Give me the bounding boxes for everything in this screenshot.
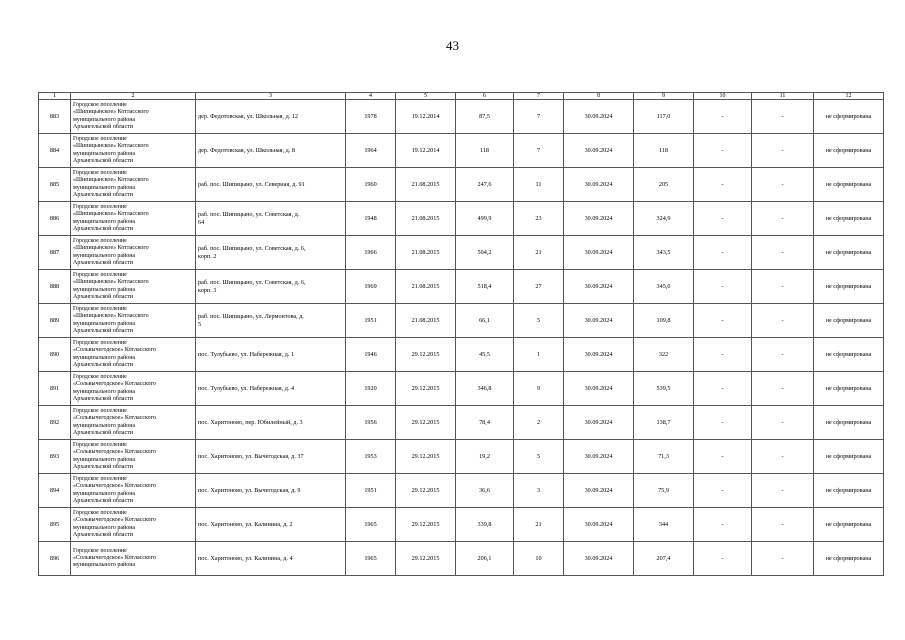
column-10-value-cell: - [694, 236, 752, 270]
settlement-name-line: Городское поселение [73, 306, 127, 313]
construction-year-cell: 1946 [346, 338, 396, 372]
settlement-name-line: Городское поселение [73, 238, 127, 245]
status-cell: не сформирована [814, 406, 884, 440]
settlement-name-line: муниципального района [73, 490, 136, 497]
column-header: 10 [694, 93, 752, 100]
status-cell: не сформирована [814, 100, 884, 134]
recognition-date-cell: 29.12.2015 [396, 338, 456, 372]
recognition-date-cell: 21.08.2015 [396, 270, 456, 304]
settlement-name-line: муниципального района [73, 388, 136, 395]
settlement-name-line: Городское поселение [73, 136, 127, 143]
settlement-name-cell [71, 202, 196, 236]
address-line: раб. пос. Шипицыно, ул. Советская, д. 6, [198, 245, 306, 253]
housing-registry-table [38, 92, 884, 576]
address-cell [196, 406, 346, 440]
column-11-value-cell: - [752, 202, 814, 236]
column-10-value-cell: - [694, 202, 752, 236]
table-row [39, 508, 884, 542]
column-11-value-cell: - [752, 440, 814, 474]
residents-count-cell: 5 [514, 440, 564, 474]
table-row [39, 542, 884, 576]
settlement-name-cell [71, 270, 196, 304]
column-11-value-cell: - [752, 304, 814, 338]
recognition-date-cell: 19.12.2014 [396, 134, 456, 168]
settlement-name-line: Городское поселение [73, 204, 127, 211]
relocation-deadline-cell: 30.09.2024 [564, 508, 634, 542]
row-number-cell: 894 [39, 474, 71, 508]
planned-area-cell: 345,0 [634, 270, 694, 304]
settlement-name-line: Городское поселение [73, 476, 127, 483]
settlement-name-line: муниципального района [73, 422, 136, 429]
construction-year-cell: 1951 [346, 474, 396, 508]
planned-area-cell: 117,0 [634, 100, 694, 134]
row-number-cell: 890 [39, 338, 71, 372]
settlement-name-line: Городское поселение [73, 272, 127, 279]
column-10-value-cell: - [694, 542, 752, 576]
column-10-value-cell: - [694, 372, 752, 406]
address-cell [196, 304, 346, 338]
column-11-value-cell: - [752, 338, 814, 372]
settlement-name-line: муниципального района [73, 524, 136, 531]
recognition-date-cell: 21.08.2015 [396, 304, 456, 338]
row-number-cell: 893 [39, 440, 71, 474]
residents-count-cell: 23 [514, 202, 564, 236]
settlement-name-line: муниципального района [73, 150, 136, 157]
settlement-name-line: Архангельской области [73, 225, 133, 232]
status-cell: не сформирована [814, 270, 884, 304]
recognition-date-cell: 29.12.2015 [396, 474, 456, 508]
column-10-value-cell: - [694, 338, 752, 372]
address-line: пос. Харитоново, ул. Калинина, д. 4 [198, 554, 293, 562]
settlement-name-line: муниципального района [73, 562, 136, 569]
residents-count-cell: 9 [514, 372, 564, 406]
address-cell [196, 202, 346, 236]
address-cell [196, 134, 346, 168]
recognition-date-cell: 29.12.2015 [396, 440, 456, 474]
status-cell: не сформирована [814, 168, 884, 202]
settlement-name-cell [71, 508, 196, 542]
settlement-name-line: муниципального района [73, 456, 136, 463]
settlement-name-cell [71, 100, 196, 134]
relocation-deadline-cell: 30.09.2024 [564, 440, 634, 474]
settlement-name-cell [71, 542, 196, 576]
settlement-name-line: Городское поселение [73, 442, 127, 449]
column-10-value-cell: - [694, 134, 752, 168]
column-header: 9 [634, 93, 694, 100]
status-cell: не сформирована [814, 236, 884, 270]
construction-year-cell: 1953 [346, 440, 396, 474]
residents-count-cell: 11 [514, 168, 564, 202]
status-cell: не сформирована [814, 304, 884, 338]
address-cell [196, 440, 346, 474]
column-11-value-cell: - [752, 406, 814, 440]
relocation-deadline-cell: 30.09.2024 [564, 168, 634, 202]
settlement-name-line: Архангельской области [73, 293, 133, 300]
row-number-cell: 886 [39, 202, 71, 236]
planned-area-cell: 109,8 [634, 304, 694, 338]
relocation-deadline-cell: 30.09.2024 [564, 270, 634, 304]
area-cell: 87,5 [456, 100, 514, 134]
table-row [39, 236, 884, 270]
column-10-value-cell: - [694, 474, 752, 508]
table-body [39, 93, 884, 576]
relocation-deadline-cell: 30.09.2024 [564, 406, 634, 440]
recognition-date-cell: 21.08.2015 [396, 168, 456, 202]
area-cell: 78,4 [456, 406, 514, 440]
address-line: корп. 3 [198, 286, 217, 294]
table-row [39, 100, 884, 134]
table-row [39, 372, 884, 406]
column-11-value-cell: - [752, 372, 814, 406]
settlement-name-line: муниципального района [73, 116, 136, 123]
relocation-deadline-cell: 30.09.2024 [564, 134, 634, 168]
construction-year-cell: 1969 [346, 270, 396, 304]
area-cell: 247,6 [456, 168, 514, 202]
construction-year-cell: 1966 [346, 236, 396, 270]
settlement-name-line: «Сольвычегодское» Котласского [73, 554, 156, 561]
address-line: дер. Федотовская, ул. Школьная, д. 12 [198, 112, 299, 120]
residents-count-cell: 5 [514, 304, 564, 338]
row-number-cell: 883 [39, 100, 71, 134]
planned-area-cell: 344 [634, 508, 694, 542]
table-row [39, 168, 884, 202]
residents-count-cell: 27 [514, 270, 564, 304]
row-number-cell: 888 [39, 270, 71, 304]
row-number-cell: 884 [39, 134, 71, 168]
planned-area-cell: 322 [634, 338, 694, 372]
column-10-value-cell: - [694, 508, 752, 542]
relocation-deadline-cell: 30.09.2024 [564, 100, 634, 134]
column-10-value-cell: - [694, 168, 752, 202]
area-cell: 518,4 [456, 270, 514, 304]
status-cell: не сформирована [814, 474, 884, 508]
planned-area-cell: 324,9 [634, 202, 694, 236]
area-cell: 499,9 [456, 202, 514, 236]
address-line: пос. Тулубьево, ул. Набережная, д. 4 [198, 384, 295, 392]
address-line: дер. Федотовская, ул. Школьная, д. 8 [198, 146, 295, 154]
address-cell [196, 338, 346, 372]
settlement-name-cell [71, 236, 196, 270]
recognition-date-cell: 21.08.2015 [396, 202, 456, 236]
recognition-date-cell: 29.12.2015 [396, 542, 456, 576]
column-11-value-cell: - [752, 236, 814, 270]
settlement-name-line: Архангельской области [73, 531, 133, 538]
column-10-value-cell: - [694, 304, 752, 338]
residents-count-cell: 3 [514, 474, 564, 508]
table-row [39, 304, 884, 338]
area-cell: 19,2 [456, 440, 514, 474]
address-cell [196, 270, 346, 304]
address-cell [196, 372, 346, 406]
construction-year-cell: 1965 [346, 508, 396, 542]
area-cell: 66,1 [456, 304, 514, 338]
address-cell [196, 168, 346, 202]
area-cell: 504,2 [456, 236, 514, 270]
settlement-name-cell [71, 440, 196, 474]
area-cell: 206,1 [456, 542, 514, 576]
recognition-date-cell: 19.12.2014 [396, 100, 456, 134]
row-number-cell: 887 [39, 236, 71, 270]
settlement-name-line: муниципального района [73, 286, 136, 293]
settlement-name-line: Архангельской области [73, 395, 133, 402]
address-line: корп. 2 [198, 252, 217, 260]
settlement-name-line: муниципального района [73, 252, 136, 259]
column-10-value-cell: - [694, 100, 752, 134]
settlement-name-line: Архангельской области [73, 191, 133, 198]
row-number-cell: 889 [39, 304, 71, 338]
recognition-date-cell: 29.12.2015 [396, 406, 456, 440]
status-cell: не сформирована [814, 134, 884, 168]
column-header: 3 [196, 93, 346, 100]
column-11-value-cell: - [752, 508, 814, 542]
column-11-value-cell: - [752, 474, 814, 508]
address-cell [196, 542, 346, 576]
construction-year-cell: 1965 [346, 542, 396, 576]
area-cell: 45,5 [456, 338, 514, 372]
column-header: 6 [456, 93, 514, 100]
settlement-name-line: Архангельской области [73, 497, 133, 504]
address-cell [196, 100, 346, 134]
address-cell [196, 508, 346, 542]
settlement-name-line: «Сольвычегодское» Котласского [73, 483, 156, 490]
column-11-value-cell: - [752, 100, 814, 134]
column-number-row [39, 93, 884, 100]
planned-area-cell: 539,5 [634, 372, 694, 406]
settlement-name-line: муниципального района [73, 184, 136, 191]
construction-year-cell: 1948 [346, 202, 396, 236]
settlement-name-line: Городское поселение [73, 510, 127, 517]
residents-count-cell: 2 [514, 406, 564, 440]
relocation-deadline-cell: 30.09.2024 [564, 372, 634, 406]
construction-year-cell: 1951 [346, 304, 396, 338]
settlement-name-cell [71, 134, 196, 168]
settlement-name-line: «Шипицынское» Котласского [73, 313, 149, 320]
settlement-name-line: муниципального района [73, 320, 136, 327]
address-line: пос. Тулубьево, ул. Набережная, д. 1 [198, 350, 295, 358]
relocation-deadline-cell: 30.09.2024 [564, 474, 634, 508]
status-cell: не сформирована [814, 372, 884, 406]
column-11-value-cell: - [752, 542, 814, 576]
settlement-name-line: муниципального района [73, 354, 136, 361]
settlement-name-line: Архангельской области [73, 259, 133, 266]
settlement-name-cell [71, 168, 196, 202]
planned-area-cell: 118 [634, 134, 694, 168]
settlement-name-cell [71, 474, 196, 508]
settlement-name-line: Архангельской области [73, 123, 133, 130]
column-header: 8 [564, 93, 634, 100]
column-header: 4 [346, 93, 396, 100]
status-cell: не сформирована [814, 440, 884, 474]
column-11-value-cell: - [752, 270, 814, 304]
settlement-name-line: Архангельской области [73, 157, 133, 164]
settlement-name-line: Городское поселение [73, 408, 127, 415]
residents-count-cell: 7 [514, 100, 564, 134]
column-header: 5 [396, 93, 456, 100]
address-line: 64 [198, 218, 205, 226]
status-cell: не сформирована [814, 338, 884, 372]
planned-area-cell: 75,9 [634, 474, 694, 508]
row-number-cell: 885 [39, 168, 71, 202]
settlement-name-line: Архангельской области [73, 361, 133, 368]
table-row [39, 202, 884, 236]
column-header: 12 [814, 93, 884, 100]
address-line: раб. пос. Шипицыно, ул. Советская, д. [198, 211, 300, 219]
settlement-name-line: муниципального района [73, 218, 136, 225]
settlement-name-cell [71, 406, 196, 440]
planned-area-cell: 205 [634, 168, 694, 202]
column-header: 2 [71, 93, 196, 100]
table-row [39, 474, 884, 508]
settlement-name-cell [71, 372, 196, 406]
address-line: пос. Харитоново, ул. Вычегодская, д. 37 [198, 452, 304, 460]
column-header: 7 [514, 93, 564, 100]
construction-year-cell: 1956 [346, 406, 396, 440]
area-cell: 118 [456, 134, 514, 168]
residents-count-cell: 7 [514, 134, 564, 168]
settlement-name-cell [71, 338, 196, 372]
relocation-deadline-cell: 30.09.2024 [564, 202, 634, 236]
settlement-name-line: «Шипицынское» Котласского [73, 211, 149, 218]
address-cell [196, 236, 346, 270]
column-10-value-cell: - [694, 406, 752, 440]
relocation-deadline-cell: 30.09.2024 [564, 236, 634, 270]
planned-area-cell: 71,3 [634, 440, 694, 474]
table-row [39, 406, 884, 440]
row-number-cell: 895 [39, 508, 71, 542]
address-line: 5 [198, 320, 202, 328]
settlement-name-line: «Шипицынское» Котласского [73, 279, 149, 286]
status-cell: не сформирована [814, 202, 884, 236]
address-line: раб. пос. Шипицыно, ул. Северная, д. 91 [198, 180, 305, 188]
page-number: 43 [446, 38, 459, 53]
area-cell: 346,8 [456, 372, 514, 406]
table-row [39, 338, 884, 372]
recognition-date-cell: 29.12.2015 [396, 372, 456, 406]
settlement-name-line: Архангельской области [73, 463, 133, 470]
settlement-name-line: «Шипицынское» Котласского [73, 143, 149, 150]
settlement-name-line: «Сольвычегодское» Котласского [73, 347, 156, 354]
settlement-name-line: Городское поселение [73, 170, 127, 177]
settlement-name-line: Городское поселение [73, 102, 127, 109]
column-header: 1 [39, 93, 71, 100]
column-11-value-cell: - [752, 134, 814, 168]
relocation-deadline-cell: 30.09.2024 [564, 304, 634, 338]
settlement-name-line: «Сольвычегодское» Котласского [73, 449, 156, 456]
address-line: пос. Харитоново, ул. Калинина, д. 2 [198, 520, 293, 528]
table-row [39, 134, 884, 168]
settlement-name-line: «Сольвычегодское» Котласского [73, 381, 156, 388]
planned-area-cell: 207,4 [634, 542, 694, 576]
address-cell [196, 474, 346, 508]
residents-count-cell: 1 [514, 338, 564, 372]
settlement-name-line: Городское поселение [73, 547, 127, 554]
settlement-name-line: «Сольвычегодское» Котласского [73, 415, 156, 422]
table-row [39, 270, 884, 304]
residents-count-cell: 21 [514, 508, 564, 542]
area-cell: 339,8 [456, 508, 514, 542]
settlement-name-line: «Шипицынское» Котласского [73, 245, 149, 252]
recognition-date-cell: 29.12.2015 [396, 508, 456, 542]
column-10-value-cell: - [694, 440, 752, 474]
column-11-value-cell: - [752, 168, 814, 202]
construction-year-cell: 1960 [346, 168, 396, 202]
settlement-name-line: Городское поселение [73, 374, 127, 381]
table-row [39, 440, 884, 474]
construction-year-cell: 1978 [346, 100, 396, 134]
row-number-cell: 892 [39, 406, 71, 440]
residents-count-cell: 21 [514, 236, 564, 270]
row-number-cell: 891 [39, 372, 71, 406]
area-cell: 36,6 [456, 474, 514, 508]
planned-area-cell: 138,7 [634, 406, 694, 440]
settlement-name-line: Архангельской области [73, 429, 133, 436]
settlement-name-line: «Шипицынское» Котласского [73, 109, 149, 116]
recognition-date-cell: 21.08.2015 [396, 236, 456, 270]
relocation-deadline-cell: 30.09.2024 [564, 338, 634, 372]
column-header: 11 [752, 93, 814, 100]
address-line: пос. Харитоново, пер. Юбилейный, д. 3 [198, 418, 303, 426]
settlement-name-line: «Сольвычегодское» Котласского [73, 517, 156, 524]
address-line: раб. пос. Шипицыно, ул. Лермонтова, д. [198, 313, 304, 321]
column-10-value-cell: - [694, 270, 752, 304]
status-cell: не сформирована [814, 508, 884, 542]
settlement-name-line: Архангельской области [73, 327, 133, 334]
construction-year-cell: 1920 [346, 372, 396, 406]
settlement-name-line: «Шипицынское» Котласского [73, 177, 149, 184]
settlement-name-line: Городское поселение [73, 340, 127, 347]
status-cell: не сформирована [814, 542, 884, 576]
residents-count-cell: 10 [514, 542, 564, 576]
settlement-name-cell [71, 304, 196, 338]
row-number-cell: 896 [39, 542, 71, 576]
address-line: раб. пос. Шипицыно, ул. Советская, д. 6, [198, 279, 306, 287]
relocation-deadline-cell: 30.09.2024 [564, 542, 634, 576]
construction-year-cell: 1964 [346, 134, 396, 168]
address-line: пос. Харитоново, ул. Вычегодская, д. 9 [198, 486, 301, 494]
planned-area-cell: 343,5 [634, 236, 694, 270]
